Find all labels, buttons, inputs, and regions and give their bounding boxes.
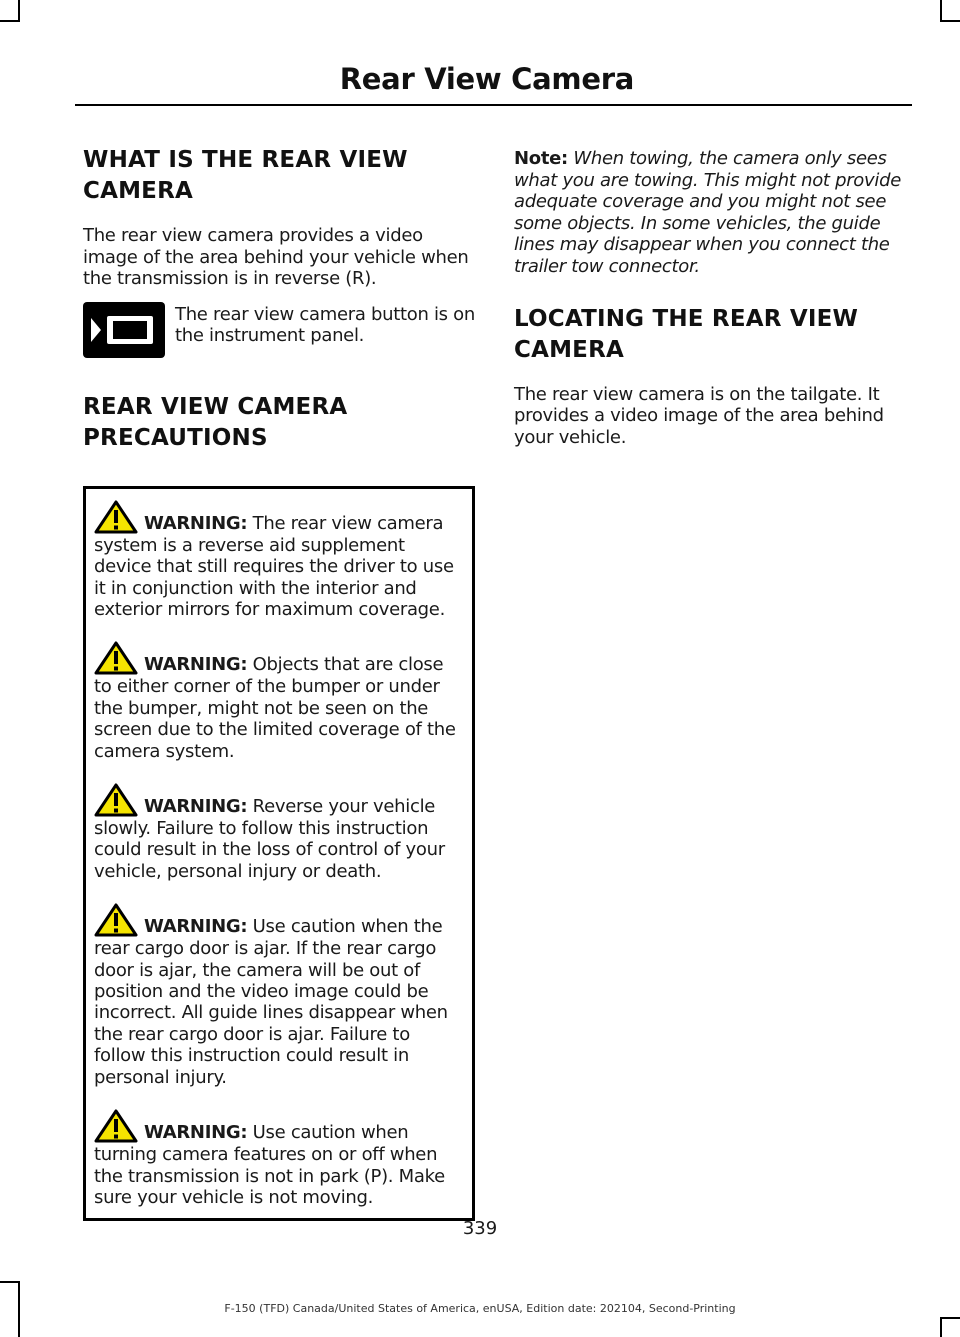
rear-camera-button-icon <box>83 302 165 358</box>
section-body: The rear view camera provides a video image of the area behind your vehicle when the transmission is in reverse (R). <box>83 225 469 290</box>
warning-triangle-icon <box>94 640 138 676</box>
warning-triangle-icon <box>94 902 138 938</box>
header-divider <box>75 104 912 106</box>
page-header-title: Rear View Camera <box>339 62 634 96</box>
right-column <box>514 148 910 448</box>
page-number: 339 <box>462 1218 498 1239</box>
crop-mark <box>940 1317 960 1319</box>
note-paragraph: Note: When towing, the camera only sees what you are towing. This might not provide adequate coverage and you might not see some objects. In some vehicles, the guide lines may disappear when you connect the trailer tow connector. <box>514 148 901 277</box>
warning-triangle-icon <box>94 499 138 535</box>
section-heading: LOCATING THE REAR VIEW CAMERA <box>514 305 859 363</box>
footer-edition: F-150 (TFD) Canada/United States of America, enUSA, Edition date: 202104, Second-Printing <box>224 1302 736 1315</box>
warning-item: WARNING: The rear view camera system is a reverse aid supplement device that still requires the driver to use it in conjunction with the interior and exterior mirrors for maximum coverage. <box>94 499 466 621</box>
crop-mark <box>940 20 960 22</box>
crop-mark <box>940 1317 942 1337</box>
warning-item: WARNING: Reverse your vehicle slowly. Failure to follow this instruction could result in the loss of control of your vehicle, personal injury or death. <box>94 782 466 882</box>
warning-item: WARNING: Use caution when the rear cargo door is ajar. If the rear cargo door is ajar, the camera will be out of position and the video image could be incorrect. All guide lines disappear when the rear cargo door is ajar. Failure to follow this instruction could result in personal injury. <box>94 902 466 1088</box>
section-heading: REAR VIEW CAMERA PRECAUTIONS <box>83 393 348 451</box>
crop-mark <box>0 1281 20 1283</box>
warning-item: WARNING: Use caution when turning camera features on or off when the transmission is not in park (P). Make sure your vehicle is not moving. <box>94 1108 466 1208</box>
section-body: The rear view camera is on the tailgate. It provides a video image of the area behind your vehicle. <box>514 383 884 448</box>
warning-triangle-icon <box>94 1108 138 1144</box>
crop-mark <box>940 0 942 22</box>
crop-mark <box>18 0 20 22</box>
left-column <box>83 145 475 1221</box>
section-heading: WHAT IS THE REAR VIEW CAMERA <box>83 147 408 204</box>
icon-caption-row <box>83 302 475 358</box>
crop-mark <box>0 20 20 22</box>
warning-item: WARNING: Objects that are close to either corner of the bumper or under the bumper, might not be seen on the screen due to the limited coverage of the camera system. <box>94 640 466 762</box>
icon-caption: The rear view camera button is on the instrument panel. <box>175 303 476 347</box>
warning-triangle-icon <box>94 782 138 818</box>
warning-box <box>83 486 475 1222</box>
